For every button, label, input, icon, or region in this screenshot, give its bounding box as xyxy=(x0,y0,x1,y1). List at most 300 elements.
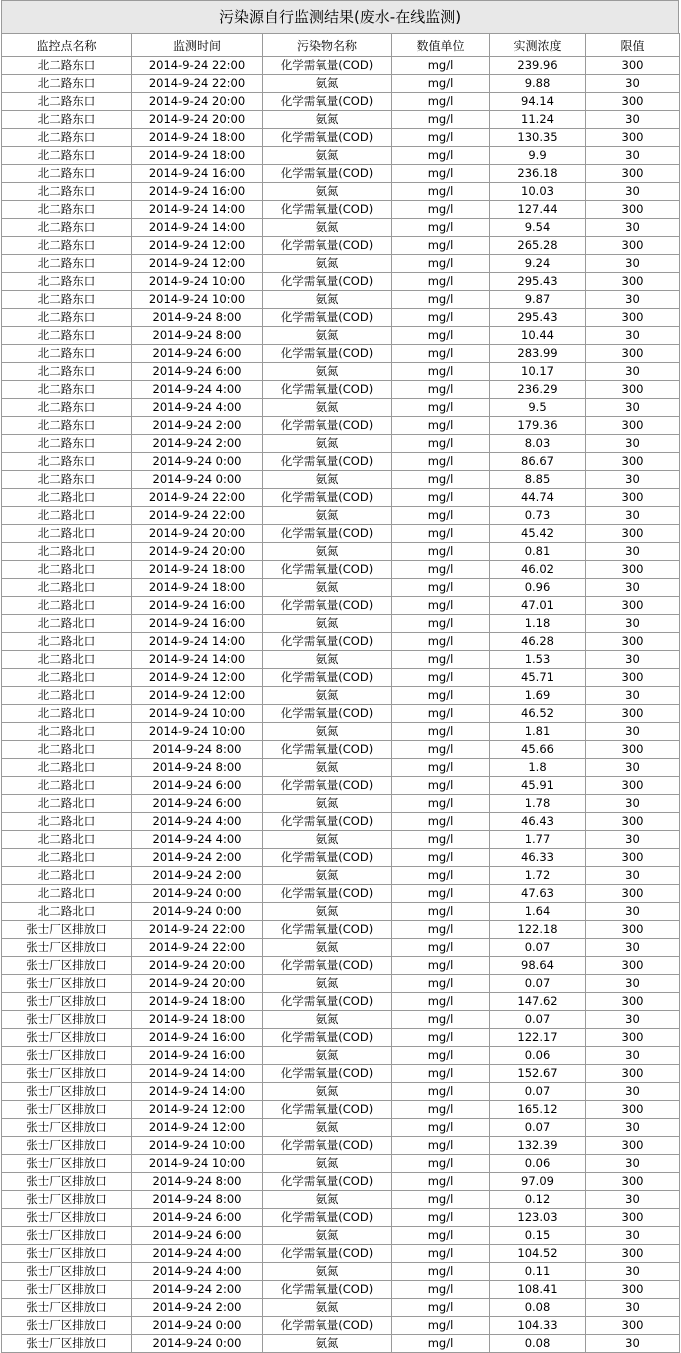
pollutant-cell: 氨氮 xyxy=(263,507,392,525)
pollutant-cell: 氨氮 xyxy=(263,1011,392,1029)
pollutant-cell: 化学需氧量(COD) xyxy=(263,93,392,111)
limit-cell: 30 xyxy=(586,723,680,741)
measured-cell: 295.43 xyxy=(490,309,586,327)
unit-cell: mg/l xyxy=(392,1299,490,1317)
pollutant-cell: 化学需氧量(COD) xyxy=(263,273,392,291)
pollutant-cell: 化学需氧量(COD) xyxy=(263,777,392,795)
measured-cell: 179.36 xyxy=(490,417,586,435)
time-cell: 2014-9-24 4:00 xyxy=(132,1263,263,1281)
unit-cell: mg/l xyxy=(392,813,490,831)
measured-cell: 10.44 xyxy=(490,327,586,345)
pollutant-cell: 化学需氧量(COD) xyxy=(263,921,392,939)
time-cell: 2014-9-24 8:00 xyxy=(132,1191,263,1209)
limit-cell: 300 xyxy=(586,597,680,615)
table-row xyxy=(2,309,680,327)
station-cell: 北二路东口 xyxy=(2,399,132,417)
unit-cell: mg/l xyxy=(392,1191,490,1209)
station-cell: 张士厂区排放口 xyxy=(2,1245,132,1263)
unit-cell: mg/l xyxy=(392,957,490,975)
table-row xyxy=(2,1083,680,1101)
limit-cell: 30 xyxy=(586,795,680,813)
table-row xyxy=(2,1101,680,1119)
time-cell: 2014-9-24 0:00 xyxy=(132,1317,263,1335)
time-cell: 2014-9-24 2:00 xyxy=(132,867,263,885)
station-cell: 北二路东口 xyxy=(2,453,132,471)
time-cell: 2014-9-24 10:00 xyxy=(132,273,263,291)
measured-cell: 47.63 xyxy=(490,885,586,903)
measured-cell: 132.39 xyxy=(490,1137,586,1155)
limit-cell: 30 xyxy=(586,147,680,165)
unit-cell: mg/l xyxy=(392,1209,490,1227)
time-cell: 2014-9-24 6:00 xyxy=(132,363,263,381)
unit-cell: mg/l xyxy=(392,291,490,309)
measured-cell: 1.81 xyxy=(490,723,586,741)
results-table xyxy=(1,33,680,1353)
pollutant-cell: 氨氮 xyxy=(263,1155,392,1173)
unit-cell: mg/l xyxy=(392,489,490,507)
table-row xyxy=(2,471,680,489)
unit-cell: mg/l xyxy=(392,237,490,255)
time-cell: 2014-9-24 16:00 xyxy=(132,615,263,633)
station-cell: 北二路东口 xyxy=(2,147,132,165)
station-cell: 北二路东口 xyxy=(2,471,132,489)
measured-cell: 1.53 xyxy=(490,651,586,669)
unit-cell: mg/l xyxy=(392,975,490,993)
unit-cell: mg/l xyxy=(392,1119,490,1137)
table-row xyxy=(2,885,680,903)
pollutant-cell: 氨氮 xyxy=(263,1335,392,1353)
station-cell: 北二路东口 xyxy=(2,273,132,291)
measured-cell: 0.07 xyxy=(490,1011,586,1029)
table-row xyxy=(2,1227,680,1245)
measured-cell: 239.96 xyxy=(490,57,586,75)
pollutant-cell: 化学需氧量(COD) xyxy=(263,993,392,1011)
time-cell: 2014-9-24 16:00 xyxy=(132,165,263,183)
limit-cell: 30 xyxy=(586,543,680,561)
pollutant-cell: 化学需氧量(COD) xyxy=(263,1173,392,1191)
measured-cell: 104.52 xyxy=(490,1245,586,1263)
station-cell: 北二路北口 xyxy=(2,633,132,651)
time-cell: 2014-9-24 18:00 xyxy=(132,147,263,165)
measured-cell: 0.08 xyxy=(490,1335,586,1353)
station-cell: 张士厂区排放口 xyxy=(2,1011,132,1029)
pollutant-cell: 氨氮 xyxy=(263,867,392,885)
time-cell: 2014-9-24 20:00 xyxy=(132,975,263,993)
table-row xyxy=(2,237,680,255)
unit-cell: mg/l xyxy=(392,939,490,957)
station-cell: 北二路北口 xyxy=(2,867,132,885)
unit-cell: mg/l xyxy=(392,795,490,813)
unit-cell: mg/l xyxy=(392,741,490,759)
measured-cell: 1.72 xyxy=(490,867,586,885)
limit-cell: 30 xyxy=(586,75,680,93)
measured-cell: 98.64 xyxy=(490,957,586,975)
pollutant-cell: 氨氮 xyxy=(263,579,392,597)
station-cell: 北二路北口 xyxy=(2,849,132,867)
time-cell: 2014-9-24 12:00 xyxy=(132,255,263,273)
time-cell: 2014-9-24 18:00 xyxy=(132,579,263,597)
station-cell: 张士厂区排放口 xyxy=(2,957,132,975)
unit-cell: mg/l xyxy=(392,885,490,903)
station-cell: 北二路东口 xyxy=(2,183,132,201)
station-cell: 北二路东口 xyxy=(2,165,132,183)
station-cell: 张士厂区排放口 xyxy=(2,1335,132,1353)
station-cell: 北二路北口 xyxy=(2,885,132,903)
pollutant-cell: 氨氮 xyxy=(263,363,392,381)
unit-cell: mg/l xyxy=(392,363,490,381)
time-cell: 2014-9-24 22:00 xyxy=(132,939,263,957)
pollutant-cell: 化学需氧量(COD) xyxy=(263,201,392,219)
measured-cell: 0.12 xyxy=(490,1191,586,1209)
unit-cell: mg/l xyxy=(392,417,490,435)
limit-cell: 300 xyxy=(586,525,680,543)
station-cell: 北二路北口 xyxy=(2,615,132,633)
measured-cell: 45.71 xyxy=(490,669,586,687)
time-cell: 2014-9-24 16:00 xyxy=(132,1029,263,1047)
unit-cell: mg/l xyxy=(392,309,490,327)
station-cell: 张士厂区排放口 xyxy=(2,1227,132,1245)
time-cell: 2014-9-24 8:00 xyxy=(132,759,263,777)
unit-cell: mg/l xyxy=(392,345,490,363)
limit-cell: 300 xyxy=(586,1137,680,1155)
unit-cell: mg/l xyxy=(392,1137,490,1155)
unit-cell: mg/l xyxy=(392,327,490,345)
limit-cell: 300 xyxy=(586,1029,680,1047)
limit-cell: 30 xyxy=(586,867,680,885)
pollutant-cell: 化学需氧量(COD) xyxy=(263,489,392,507)
limit-cell: 300 xyxy=(586,381,680,399)
table-row xyxy=(2,453,680,471)
limit-cell: 30 xyxy=(586,291,680,309)
unit-cell: mg/l xyxy=(392,471,490,489)
station-cell: 北二路东口 xyxy=(2,309,132,327)
station-cell: 张士厂区排放口 xyxy=(2,1119,132,1137)
limit-cell: 300 xyxy=(586,777,680,795)
limit-cell: 300 xyxy=(586,237,680,255)
unit-cell: mg/l xyxy=(392,777,490,795)
header-limit: 限值 xyxy=(586,34,680,57)
limit-cell: 30 xyxy=(586,219,680,237)
table-row xyxy=(2,1065,680,1083)
limit-cell: 300 xyxy=(586,1245,680,1263)
limit-cell: 300 xyxy=(586,1317,680,1335)
time-cell: 2014-9-24 22:00 xyxy=(132,921,263,939)
table-row xyxy=(2,687,680,705)
limit-cell: 30 xyxy=(586,687,680,705)
station-cell: 北二路东口 xyxy=(2,255,132,273)
time-cell: 2014-9-24 18:00 xyxy=(132,1011,263,1029)
pollutant-cell: 氨氮 xyxy=(263,1227,392,1245)
measured-cell: 0.08 xyxy=(490,1299,586,1317)
unit-cell: mg/l xyxy=(392,1083,490,1101)
limit-cell: 300 xyxy=(586,1065,680,1083)
unit-cell: mg/l xyxy=(392,1101,490,1119)
station-cell: 张士厂区排放口 xyxy=(2,1065,132,1083)
unit-cell: mg/l xyxy=(392,831,490,849)
station-cell: 北二路东口 xyxy=(2,345,132,363)
limit-cell: 300 xyxy=(586,129,680,147)
measured-cell: 1.64 xyxy=(490,903,586,921)
limit-cell: 30 xyxy=(586,1191,680,1209)
measured-cell: 0.11 xyxy=(490,1263,586,1281)
pollutant-cell: 氨氮 xyxy=(263,327,392,345)
measured-cell: 1.78 xyxy=(490,795,586,813)
unit-cell: mg/l xyxy=(392,561,490,579)
limit-cell: 300 xyxy=(586,993,680,1011)
pollutant-cell: 氨氮 xyxy=(263,975,392,993)
table-row xyxy=(2,759,680,777)
pollutant-cell: 化学需氧量(COD) xyxy=(263,1209,392,1227)
pollutant-cell: 化学需氧量(COD) xyxy=(263,309,392,327)
station-cell: 张士厂区排放口 xyxy=(2,1263,132,1281)
table-row xyxy=(2,111,680,129)
station-cell: 北二路北口 xyxy=(2,651,132,669)
measured-cell: 0.96 xyxy=(490,579,586,597)
time-cell: 2014-9-24 8:00 xyxy=(132,1173,263,1191)
table-row xyxy=(2,1299,680,1317)
time-cell: 2014-9-24 2:00 xyxy=(132,849,263,867)
unit-cell: mg/l xyxy=(392,597,490,615)
time-cell: 2014-9-24 4:00 xyxy=(132,399,263,417)
measured-cell: 46.02 xyxy=(490,561,586,579)
station-cell: 张士厂区排放口 xyxy=(2,1191,132,1209)
time-cell: 2014-9-24 4:00 xyxy=(132,813,263,831)
time-cell: 2014-9-24 14:00 xyxy=(132,219,263,237)
pollutant-cell: 化学需氧量(COD) xyxy=(263,957,392,975)
station-cell: 张士厂区排放口 xyxy=(2,1137,132,1155)
table-row xyxy=(2,597,680,615)
measured-cell: 123.03 xyxy=(490,1209,586,1227)
table-row xyxy=(2,1047,680,1065)
limit-cell: 30 xyxy=(586,1155,680,1173)
table-row xyxy=(2,93,680,111)
header-station: 监控点名称 xyxy=(2,34,132,57)
time-cell: 2014-9-24 22:00 xyxy=(132,489,263,507)
limit-cell: 300 xyxy=(586,1209,680,1227)
limit-cell: 300 xyxy=(586,669,680,687)
header-row xyxy=(2,34,680,57)
unit-cell: mg/l xyxy=(392,183,490,201)
unit-cell: mg/l xyxy=(392,1317,490,1335)
time-cell: 2014-9-24 14:00 xyxy=(132,651,263,669)
pollutant-cell: 化学需氧量(COD) xyxy=(263,1029,392,1047)
time-cell: 2014-9-24 0:00 xyxy=(132,453,263,471)
station-cell: 北二路北口 xyxy=(2,795,132,813)
unit-cell: mg/l xyxy=(392,1281,490,1299)
measured-cell: 1.77 xyxy=(490,831,586,849)
time-cell: 2014-9-24 2:00 xyxy=(132,1281,263,1299)
station-cell: 北二路北口 xyxy=(2,759,132,777)
station-cell: 北二路北口 xyxy=(2,525,132,543)
table-row xyxy=(2,255,680,273)
time-cell: 2014-9-24 22:00 xyxy=(132,75,263,93)
station-cell: 北二路北口 xyxy=(2,705,132,723)
measured-cell: 0.81 xyxy=(490,543,586,561)
pollutant-cell: 氨氮 xyxy=(263,759,392,777)
table-row xyxy=(2,579,680,597)
unit-cell: mg/l xyxy=(392,399,490,417)
monitoring-report xyxy=(1,0,679,1353)
station-cell: 张士厂区排放口 xyxy=(2,1101,132,1119)
time-cell: 2014-9-24 4:00 xyxy=(132,381,263,399)
limit-cell: 300 xyxy=(586,201,680,219)
time-cell: 2014-9-24 10:00 xyxy=(132,1137,263,1155)
station-cell: 张士厂区排放口 xyxy=(2,1281,132,1299)
table-row xyxy=(2,651,680,669)
limit-cell: 30 xyxy=(586,183,680,201)
pollutant-cell: 化学需氧量(COD) xyxy=(263,345,392,363)
station-cell: 张士厂区排放口 xyxy=(2,1029,132,1047)
station-cell: 张士厂区排放口 xyxy=(2,1155,132,1173)
limit-cell: 30 xyxy=(586,975,680,993)
pollutant-cell: 氨氮 xyxy=(263,831,392,849)
table-row xyxy=(2,489,680,507)
pollutant-cell: 氨氮 xyxy=(263,723,392,741)
table-row xyxy=(2,291,680,309)
limit-cell: 30 xyxy=(586,831,680,849)
station-cell: 北二路东口 xyxy=(2,327,132,345)
table-row xyxy=(2,1209,680,1227)
table-row xyxy=(2,669,680,687)
station-cell: 张士厂区排放口 xyxy=(2,1047,132,1065)
table-row xyxy=(2,1137,680,1155)
limit-cell: 30 xyxy=(586,507,680,525)
table-row xyxy=(2,381,680,399)
table-row xyxy=(2,777,680,795)
pollutant-cell: 氨氮 xyxy=(263,291,392,309)
unit-cell: mg/l xyxy=(392,1335,490,1353)
table-row xyxy=(2,1335,680,1353)
pollutant-cell: 化学需氧量(COD) xyxy=(263,1317,392,1335)
measured-cell: 45.42 xyxy=(490,525,586,543)
limit-cell: 300 xyxy=(586,57,680,75)
table-row xyxy=(2,1029,680,1047)
table-row xyxy=(2,561,680,579)
limit-cell: 30 xyxy=(586,255,680,273)
table-row xyxy=(2,219,680,237)
unit-cell: mg/l xyxy=(392,1011,490,1029)
station-cell: 北二路北口 xyxy=(2,597,132,615)
pollutant-cell: 氨氮 xyxy=(263,939,392,957)
time-cell: 2014-9-24 10:00 xyxy=(132,291,263,309)
unit-cell: mg/l xyxy=(392,723,490,741)
unit-cell: mg/l xyxy=(392,633,490,651)
table-row xyxy=(2,957,680,975)
table-row xyxy=(2,273,680,291)
pollutant-cell: 化学需氧量(COD) xyxy=(263,165,392,183)
table-row xyxy=(2,1281,680,1299)
measured-cell: 165.12 xyxy=(490,1101,586,1119)
limit-cell: 300 xyxy=(586,561,680,579)
station-cell: 北二路北口 xyxy=(2,813,132,831)
time-cell: 2014-9-24 22:00 xyxy=(132,507,263,525)
pollutant-cell: 氨氮 xyxy=(263,687,392,705)
station-cell: 北二路东口 xyxy=(2,57,132,75)
station-cell: 北二路北口 xyxy=(2,543,132,561)
measured-cell: 9.88 xyxy=(490,75,586,93)
station-cell: 张士厂区排放口 xyxy=(2,975,132,993)
time-cell: 2014-9-24 18:00 xyxy=(132,993,263,1011)
table-row xyxy=(2,327,680,345)
unit-cell: mg/l xyxy=(392,273,490,291)
measured-cell: 236.29 xyxy=(490,381,586,399)
time-cell: 2014-9-24 10:00 xyxy=(132,1155,263,1173)
measured-cell: 97.09 xyxy=(490,1173,586,1191)
station-cell: 北二路北口 xyxy=(2,579,132,597)
limit-cell: 30 xyxy=(586,939,680,957)
unit-cell: mg/l xyxy=(392,849,490,867)
station-cell: 北二路北口 xyxy=(2,777,132,795)
table-row xyxy=(2,543,680,561)
table-row xyxy=(2,201,680,219)
station-cell: 北二路东口 xyxy=(2,237,132,255)
station-cell: 北二路北口 xyxy=(2,687,132,705)
limit-cell: 30 xyxy=(586,111,680,129)
pollutant-cell: 化学需氧量(COD) xyxy=(263,525,392,543)
station-cell: 北二路北口 xyxy=(2,903,132,921)
limit-cell: 30 xyxy=(586,759,680,777)
unit-cell: mg/l xyxy=(392,219,490,237)
limit-cell: 30 xyxy=(586,651,680,669)
table-row xyxy=(2,813,680,831)
unit-cell: mg/l xyxy=(392,111,490,129)
pollutant-cell: 化学需氧量(COD) xyxy=(263,417,392,435)
limit-cell: 300 xyxy=(586,633,680,651)
limit-cell: 30 xyxy=(586,363,680,381)
limit-cell: 30 xyxy=(586,1011,680,1029)
table-row xyxy=(2,939,680,957)
time-cell: 2014-9-24 6:00 xyxy=(132,1227,263,1245)
unit-cell: mg/l xyxy=(392,687,490,705)
table-row xyxy=(2,723,680,741)
measured-cell: 46.52 xyxy=(490,705,586,723)
station-cell: 北二路东口 xyxy=(2,291,132,309)
measured-cell: 8.85 xyxy=(490,471,586,489)
station-cell: 北二路北口 xyxy=(2,507,132,525)
limit-cell: 300 xyxy=(586,957,680,975)
time-cell: 2014-9-24 18:00 xyxy=(132,129,263,147)
table-row xyxy=(2,1155,680,1173)
measured-cell: 9.54 xyxy=(490,219,586,237)
station-cell: 张士厂区排放口 xyxy=(2,921,132,939)
measured-cell: 265.28 xyxy=(490,237,586,255)
station-cell: 张士厂区排放口 xyxy=(2,1299,132,1317)
limit-cell: 300 xyxy=(586,1281,680,1299)
time-cell: 2014-9-24 12:00 xyxy=(132,669,263,687)
unit-cell: mg/l xyxy=(392,1173,490,1191)
unit-cell: mg/l xyxy=(392,651,490,669)
station-cell: 北二路北口 xyxy=(2,723,132,741)
station-cell: 北二路东口 xyxy=(2,93,132,111)
station-cell: 北二路东口 xyxy=(2,363,132,381)
pollutant-cell: 化学需氧量(COD) xyxy=(263,849,392,867)
time-cell: 2014-9-24 14:00 xyxy=(132,201,263,219)
measured-cell: 122.17 xyxy=(490,1029,586,1047)
table-row xyxy=(2,417,680,435)
pollutant-cell: 化学需氧量(COD) xyxy=(263,633,392,651)
limit-cell: 300 xyxy=(586,1173,680,1191)
time-cell: 2014-9-24 8:00 xyxy=(132,309,263,327)
table-row xyxy=(2,183,680,201)
limit-cell: 300 xyxy=(586,813,680,831)
table-row xyxy=(2,525,680,543)
pollutant-cell: 氨氮 xyxy=(263,1119,392,1137)
unit-cell: mg/l xyxy=(392,543,490,561)
header-time: 监测时间 xyxy=(132,34,263,57)
table-row xyxy=(2,1263,680,1281)
table-row xyxy=(2,795,680,813)
measured-cell: 9.24 xyxy=(490,255,586,273)
